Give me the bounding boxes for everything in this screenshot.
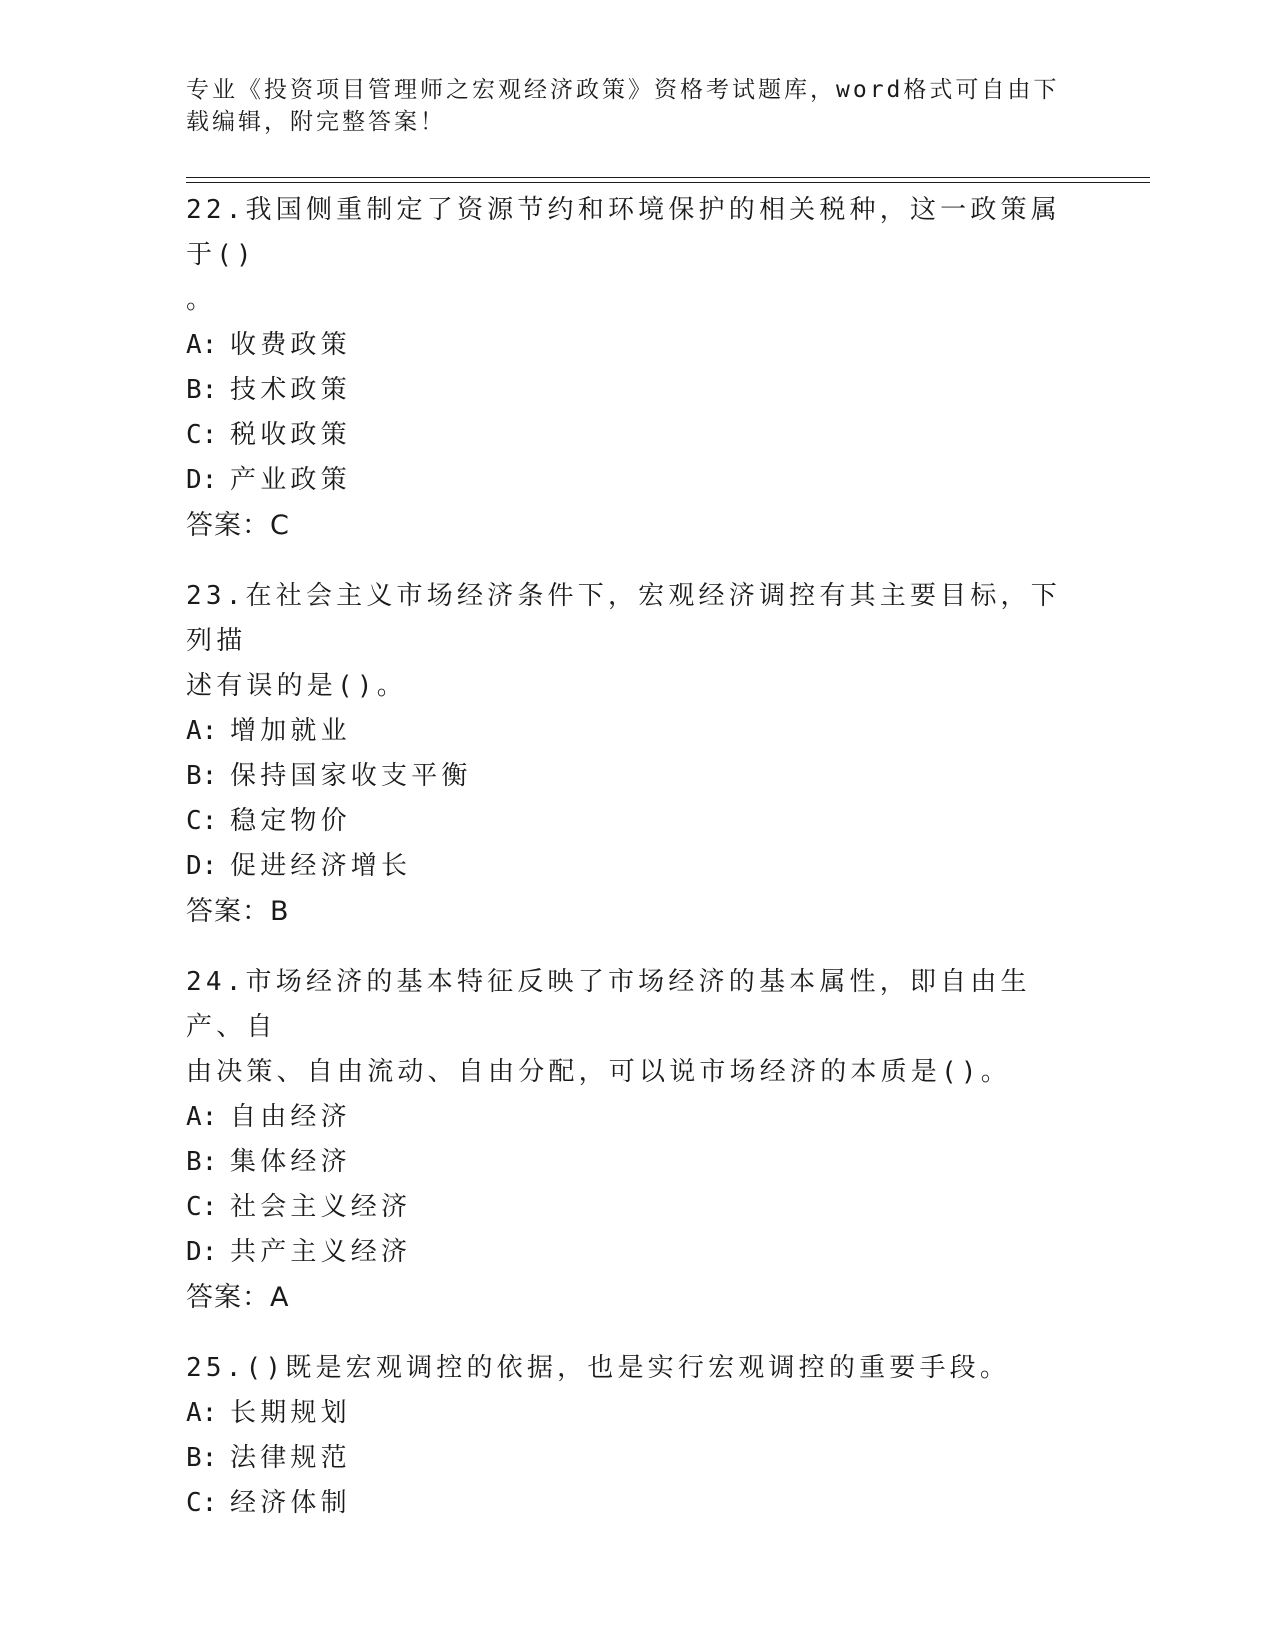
question-stem-continued: 述有误的是()。 <box>186 671 407 701</box>
option-text: 税收政策 <box>230 420 351 450</box>
document-header: 专业《投资项目管理师之宏观经济政策》资格考试题库，word格式可自由下载编辑，附完整答案！ <box>186 77 1060 135</box>
option-letter: A: <box>186 1102 218 1132</box>
option-letter: C: <box>186 1192 218 1222</box>
option-b <box>186 1436 1086 1481</box>
option-text: 产业政策 <box>230 465 351 495</box>
option-letter: A: <box>186 716 218 746</box>
option-d <box>186 458 1086 503</box>
question-22 <box>186 188 1086 548</box>
option-a <box>186 1095 1086 1140</box>
question-stem-continued: 由决策、自由流动、自由分配，可以说市场经济的本质是()。 <box>186 1057 1011 1087</box>
option-text: 稳定物价 <box>230 806 351 836</box>
question-stem: 25.()既是宏观调控的依据，也是实行宏观调控的重要手段。 <box>186 1353 1011 1383</box>
question-25 <box>186 1346 1086 1526</box>
option-c <box>186 1481 1086 1526</box>
answer-line: 答案：A <box>186 1282 290 1313</box>
option-letter: A: <box>186 330 218 360</box>
option-b <box>186 368 1086 413</box>
option-text: 技术政策 <box>230 375 351 405</box>
question-24 <box>186 960 1086 1320</box>
option-text: 集体经济 <box>230 1147 351 1177</box>
answer-line: 答案：B <box>186 896 290 927</box>
option-c <box>186 413 1086 458</box>
option-text: 长期规划 <box>230 1398 351 1428</box>
answer-line: 答案：C <box>186 510 290 541</box>
option-letter: B: <box>186 1147 218 1177</box>
option-letter: B: <box>186 375 218 405</box>
option-a <box>186 709 1086 754</box>
option-letter: C: <box>186 806 218 836</box>
question-stem: 22.我国侧重制定了资源节约和环境保护的相关税种，这一政策属于() <box>186 195 1061 270</box>
option-a <box>186 323 1086 368</box>
option-b <box>186 1140 1086 1185</box>
option-d <box>186 844 1086 889</box>
option-letter: D: <box>186 1237 218 1267</box>
question-stem-continued: 。 <box>186 285 217 315</box>
question-stem: 24.市场经济的基本特征反映了市场经济的基本属性，即自由生产、自 <box>186 967 1031 1042</box>
option-a <box>186 1391 1086 1436</box>
option-d <box>186 1230 1086 1275</box>
option-text: 经济体制 <box>230 1488 351 1518</box>
option-letter: B: <box>186 761 218 791</box>
option-letter: A: <box>186 1398 218 1428</box>
option-text: 共产主义经济 <box>230 1237 412 1267</box>
header-rule-bottom <box>186 182 1150 183</box>
option-text: 增加就业 <box>230 716 351 746</box>
option-letter: C: <box>186 420 218 450</box>
question-23 <box>186 574 1086 934</box>
option-text: 社会主义经济 <box>230 1192 412 1222</box>
option-letter: B: <box>186 1443 218 1473</box>
option-text: 法律规范 <box>230 1443 351 1473</box>
option-text: 收费政策 <box>230 330 351 360</box>
option-text: 自由经济 <box>230 1102 351 1132</box>
option-letter: C: <box>186 1488 218 1518</box>
header-rule-top <box>186 177 1150 178</box>
option-letter: D: <box>186 851 218 881</box>
question-stem: 23.在社会主义市场经济条件下，宏观经济调控有其主要目标，下列描 <box>186 581 1061 656</box>
option-b <box>186 754 1086 799</box>
option-letter: D: <box>186 465 218 495</box>
option-text: 保持国家收支平衡 <box>230 761 472 791</box>
option-c <box>186 1185 1086 1230</box>
option-c <box>186 799 1086 844</box>
option-text: 促进经济增长 <box>230 851 412 881</box>
question-list <box>186 188 1086 1552</box>
